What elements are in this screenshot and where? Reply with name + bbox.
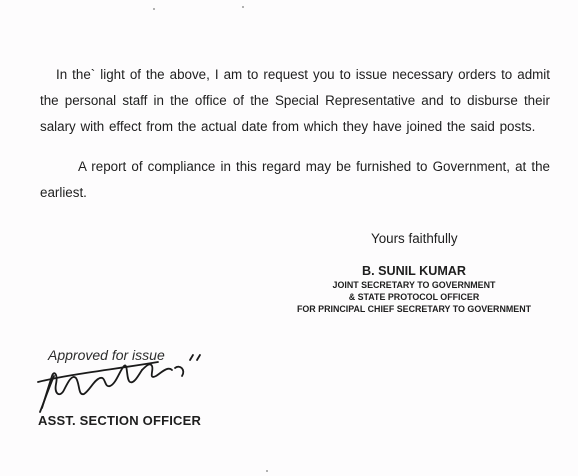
signatory-designation-1: JOINT SECRETARY TO GOVERNMENT: [332, 280, 496, 290]
signatory-designation-3: FOR PRINCIPAL CHIEF SECRETARY TO GOVERNMENT: [296, 304, 532, 314]
handwritten-signature: [30, 340, 220, 415]
scan-speck: [266, 470, 268, 472]
signatory-name: B. SUNIL KUMAR: [361, 264, 466, 278]
approval-note: Approved for issue: [48, 347, 165, 363]
approving-officer-designation: ASST. SECTION OFFICER: [38, 413, 202, 428]
closing-salutation: Yours faithfully: [371, 231, 458, 246]
body-paragraph-2: A report of compliance in this regard may be furnished to Government, at the earliest.: [40, 159, 550, 200]
scan-speck: [153, 8, 155, 10]
signatory-designation-2: & STATE PROTOCOL OFFICER: [348, 292, 480, 302]
body-paragraph-1: In the` light of the above, I am to request you to issue necessary orders to admit the personal staff in the office of the Special Representative and to disburse their salary with effect from the actual date from which they have joined the said posts.: [40, 67, 550, 134]
signatory-block: [296, 264, 532, 315]
scan-speck: [242, 6, 244, 8]
